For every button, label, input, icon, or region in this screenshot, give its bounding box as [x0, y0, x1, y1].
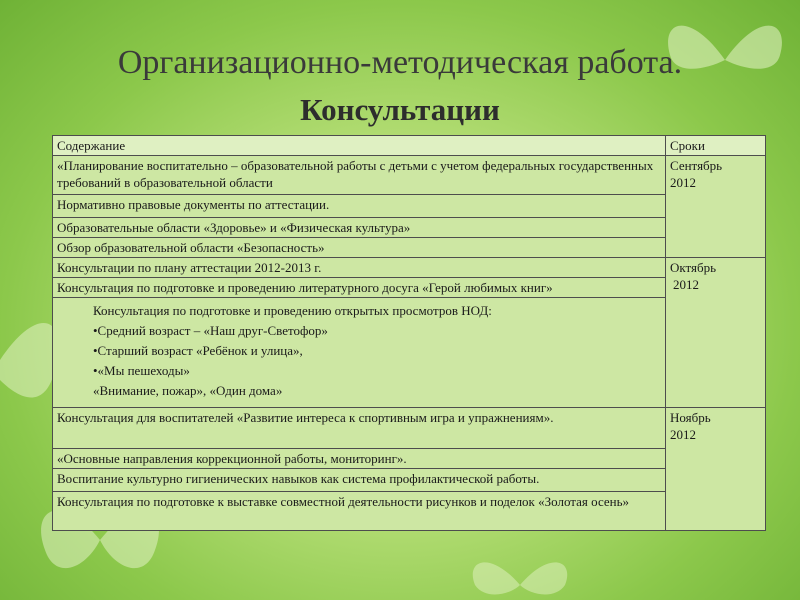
- row-text: Консультация по подготовке и проведению литературного досуга «Герой любимых книг»: [53, 278, 666, 298]
- table-row: [53, 469, 766, 492]
- list-item: •Старший возраст «Ребёнок и улица»,: [93, 343, 303, 358]
- list-item: «Внимание, пожар», «Один дома»: [93, 383, 283, 398]
- term-month: Сентябрь: [670, 158, 723, 173]
- row-text: Консультация для воспитателей «Развитие интереса к спортивным игра и упражнениям».: [53, 408, 666, 449]
- row-text: Нормативно правовые документы по аттестации.: [53, 195, 666, 218]
- consultations-table: [52, 135, 766, 531]
- table-row-list: [53, 298, 766, 408]
- row-text: Консультация по подготовке к выставке совместной деятельности рисунков и поделок «Золотая осень»: [53, 492, 666, 531]
- table-header-row: [53, 136, 766, 156]
- row-text: Образовательные области «Здоровье» и «Физическая культура»: [53, 218, 666, 238]
- term-year: 2012: [670, 427, 696, 442]
- table-row: [53, 449, 766, 469]
- page-title: Организационно-методическая работа.: [117, 44, 683, 81]
- term-cell-november: [666, 408, 766, 531]
- term-cell-october: [666, 258, 766, 408]
- table-row: [53, 258, 766, 278]
- term-month: Ноябрь: [670, 410, 711, 425]
- table-row: [53, 195, 766, 218]
- open-lessons-list: [53, 298, 666, 408]
- page-subtitle: Консультации: [300, 92, 500, 127]
- header-content: Содержание: [53, 136, 666, 156]
- table-row: [53, 492, 766, 531]
- table-row: [53, 238, 766, 258]
- row-text: Консультации по плану аттестации 2012-2013 г.: [53, 258, 666, 278]
- list-item: •«Мы пешеходы»: [93, 363, 190, 378]
- row-text: «Планирование воспитательно – образовательной работы с детьми с учетом федеральных государственных требований в образовательной области: [53, 156, 666, 195]
- table-row: [53, 156, 766, 195]
- row-text: Обзор образовательной области «Безопасность»: [53, 238, 666, 258]
- list-intro: Консультация по подготовке и проведению открытых просмотров НОД:: [93, 303, 492, 318]
- header-terms: Сроки: [666, 136, 766, 156]
- butterfly-decoration-icon: [460, 545, 580, 600]
- table-row: [53, 278, 766, 298]
- row-text: «Основные направления коррекционной работы, мониторинг».: [53, 449, 666, 469]
- list-item: •Средний возраст – «Наш друг-Светофор»: [93, 323, 328, 338]
- table-row: [53, 408, 766, 449]
- term-year: 2012: [673, 277, 699, 292]
- term-cell-september: [666, 156, 766, 258]
- term-year: 2012: [670, 175, 696, 190]
- term-month: Октябрь: [670, 260, 717, 275]
- row-text: Воспитание культурно гигиенических навыков как система профилактической работы.: [53, 469, 666, 492]
- table-row: [53, 218, 766, 238]
